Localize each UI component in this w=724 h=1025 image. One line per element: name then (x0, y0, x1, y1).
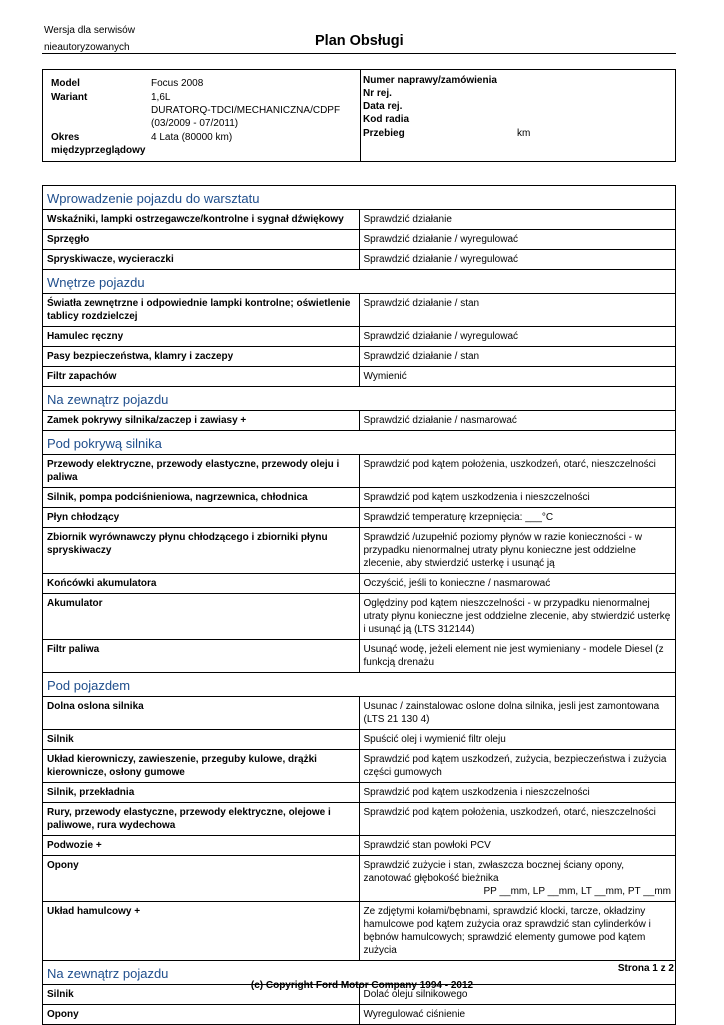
action-cell (359, 856, 676, 902)
variant-label: Wariant (51, 92, 88, 103)
table-row (43, 856, 676, 902)
section-title: Wprowadzenie pojazdu do warsztatu (43, 186, 676, 210)
section-title: Wnętrze pojazdu (43, 270, 676, 294)
action-text: Sprawdzić działanie / nasmarować (363, 415, 517, 426)
action-text: Spuścić olej i wymienić filtr oleju (363, 734, 506, 745)
action-cell (359, 488, 676, 508)
variant-value-line1: 1,6L (151, 92, 171, 103)
action-text: Sprawdzić pod kątem uszkodzenia i nieszczelności (363, 787, 590, 798)
action-cell (359, 367, 676, 387)
table-row (43, 347, 676, 367)
table-row (43, 640, 676, 673)
section-header-row (43, 673, 676, 697)
model-value: Focus 2008 (151, 78, 204, 89)
item-cell: Układ kierowniczy, zawieszenie, przeguby kulowe, drążki kierownicze, osłony gumowe (43, 750, 360, 783)
action-text: Sprawdzić pod kątem uszkodzenia i nieszczelności (363, 492, 590, 503)
table-row (43, 902, 676, 961)
item-cell: Akumulator (43, 594, 360, 640)
vehicle-info-box (42, 69, 676, 162)
table-row (43, 697, 676, 730)
item-cell: Opony (43, 1005, 360, 1025)
action-text: Oczyścić, jeśli to konieczne / nasmarować (363, 578, 551, 589)
action-text: Sprawdzić temperaturę krzepnięcia: ___°C (363, 512, 554, 523)
item-cell: Rury, przewody elastyczne, przewody elektryczne, olejowe i paliwowe, rura wydechowa (43, 803, 360, 836)
item-cell: Przewody elektryczne, przewody elastyczne, przewody oleju i paliwa (43, 455, 360, 488)
item-cell: Światła zewnętrzne i odpowiednie lampki kontrolne; oświetlenie tablicy rozdzielczej (43, 294, 360, 327)
action-text: Sprawdzić działanie / wyregulować (363, 254, 519, 265)
action-text: Oględziny pod kątem nieszczelności - w przypadku nienormalnej utraty płynu konieczne jest oddzielne zlecenie, aby stwierdzić usterkę i usunąć ją (LTS 312144) (363, 598, 671, 635)
action-cell (359, 574, 676, 594)
table-row (43, 750, 676, 783)
action-reference: (LTS 21 130 4) (363, 714, 430, 725)
action-cell (359, 1005, 676, 1025)
mileage-unit: km (517, 128, 531, 139)
item-cell: Sprzęgło (43, 230, 360, 250)
item-cell: Filtr zapachów (43, 367, 360, 387)
table-row (43, 230, 676, 250)
page-number: Strona 1 z 2 (617, 963, 674, 974)
tread-depth-fields: PP __mm, LP __mm, LT __mm, PT __mm (483, 886, 671, 897)
item-cell: Silnik (43, 985, 360, 1005)
table-row (43, 594, 676, 640)
page-title: Plan Obsługi (315, 33, 404, 49)
action-cell (359, 640, 676, 673)
item-cell: Pasy bezpieczeństwa, klamry i zaczepy (43, 347, 360, 367)
action-cell (359, 508, 676, 528)
variant-value-line2: DURATORQ-TDCI/MECHANICZNA/CDPF (151, 105, 341, 116)
table-row (43, 803, 676, 836)
table-row (43, 730, 676, 750)
action-text: Dolać oleju silnikowego (363, 989, 468, 1000)
item-cell: Silnik, pompa podciśnieniowa, nagrzewnica, chłodnica (43, 488, 360, 508)
action-text: Wyregulować ciśnienie (363, 1009, 466, 1020)
action-text: Ze zdjętymi kołami/bębnami, sprawdzić klocki, tarcze, okładziny hamulcowe pod kątem zużycia oraz sprawdzić stan cylinderków i bębnów hamulcowych; sprawdzić elementy gumowe pod kątem zużycia (363, 906, 651, 956)
item-cell: Zamek pokrywy silnika/zaczep i zawiasy + (43, 411, 360, 431)
item-cell: Silnik (43, 730, 360, 750)
action-text: Sprawdzić /uzupełnić poziomy płynów w razie konieczności - w przypadku nienormalnej utraty płynu konieczne jest oddzielne zlecenie, aby stwierdzić usterkę i usunąć ją (363, 532, 642, 569)
action-text: Sprawdzić działanie / stan (363, 298, 480, 309)
version-note (44, 22, 135, 56)
table-row (43, 1005, 676, 1025)
section-header-row (43, 186, 676, 210)
table-row (43, 836, 676, 856)
table-row (43, 455, 676, 488)
action-text: Sprawdzić działanie / stan (363, 351, 480, 362)
item-cell: Końcówki akumulatora (43, 574, 360, 594)
action-cell (359, 411, 676, 431)
action-text: Sprawdzić stan powłoki PCV (363, 840, 491, 851)
action-text: Sprawdzić pod kątem położenia, uszkodzeń, otarć, nieszczelności (363, 807, 656, 818)
action-text: Sprawdzić zużycie i stan, zwłaszcza bocznej ściany opony, zanotować głębokość bieżnika (363, 860, 624, 884)
item-cell: Spryskiwacze, wycieraczki (43, 250, 360, 270)
section-title: Pod pokrywą silnika (43, 431, 676, 455)
action-text: Wymienić (363, 371, 407, 382)
action-cell (359, 783, 676, 803)
table-row (43, 488, 676, 508)
item-cell: Hamulec ręczny (43, 327, 360, 347)
info-box-divider (360, 70, 361, 161)
action-cell (359, 210, 676, 230)
header-divider (42, 53, 676, 54)
item-cell: Silnik, przekładnia (43, 783, 360, 803)
copyright-notice: (c) Copyright Ford Motor Company 1994 - 2012 (250, 980, 474, 991)
variant-value-line3: (03/2009 - 07/2011) (151, 118, 239, 129)
radio-code-label: Kod radia (363, 114, 410, 125)
model-label: Model (51, 78, 80, 89)
version-note-line1: Wersja dla serwisów (44, 25, 135, 36)
action-text: Sprawdzić działanie (363, 214, 452, 225)
action-cell (359, 327, 676, 347)
section-title: Na zewnątrz pojazdu (43, 961, 676, 985)
table-row (43, 574, 676, 594)
action-cell (359, 347, 676, 367)
table-row (43, 294, 676, 327)
service-plan-table (42, 185, 676, 1025)
section-header-row (43, 270, 676, 294)
action-cell (359, 750, 676, 783)
table-row (43, 327, 676, 347)
action-text: Sprawdzić działanie / wyregulować (363, 331, 519, 342)
action-cell (359, 803, 676, 836)
action-cell (359, 250, 676, 270)
item-cell: Dolna oslona silnika (43, 697, 360, 730)
action-cell (359, 594, 676, 640)
table-row (43, 411, 676, 431)
action-text: Sprawdzić pod kątem położenia, uszkodzeń, otarć, nieszczelności (363, 459, 656, 470)
registration-date-label: Data rej. (363, 101, 403, 112)
item-cell: Płyn chłodzący (43, 508, 360, 528)
table-row (43, 508, 676, 528)
version-note-line2: nieautoryzowanych (44, 42, 130, 53)
action-cell (359, 230, 676, 250)
item-cell: Opony (43, 856, 360, 902)
action-text: Sprawdzić pod kątem uszkodzeń, zużycia, bezpieczeństwa i zużycia części gumowych (363, 754, 667, 778)
table-row (43, 783, 676, 803)
section-header-row (43, 387, 676, 411)
table-row (43, 210, 676, 230)
action-cell (359, 294, 676, 327)
action-cell (359, 730, 676, 750)
action-text: Usunąć wodę, jeżeli element nie jest wymieniany - modele Diesel (z funkcją drenażu (363, 644, 664, 668)
order-number-label: Numer naprawy/zamówienia (363, 75, 497, 86)
action-text: Usunac / zainstalowac oslone dolna silnika, jesli jest zamontowana (363, 701, 660, 712)
action-cell (359, 697, 676, 730)
registration-label: Nr rej. (363, 88, 392, 99)
item-cell: Filtr paliwa (43, 640, 360, 673)
section-title: Na zewnątrz pojazdu (43, 387, 676, 411)
table-row (43, 528, 676, 574)
section-header-row (43, 431, 676, 455)
item-cell: Podwozie + (43, 836, 360, 856)
mileage-label: Przebieg (363, 128, 405, 139)
action-cell (359, 455, 676, 488)
item-cell: Układ hamulcowy + (43, 902, 360, 961)
action-cell (359, 528, 676, 574)
section-title: Pod pojazdem (43, 673, 676, 697)
table-row (43, 250, 676, 270)
action-cell (359, 902, 676, 961)
action-text: Sprawdzić działanie / wyregulować (363, 234, 519, 245)
item-cell: Zbiornik wyrównawczy płynu chłodzącego i zbiorniki płynu spryskiwaczy (43, 528, 360, 574)
table-row (43, 367, 676, 387)
interval-label-line2: międzyprzeglądowy (51, 145, 146, 156)
interval-value: 4 Lata (80000 km) (151, 132, 233, 143)
interval-label-line1: Okres (51, 132, 80, 143)
action-cell (359, 836, 676, 856)
item-cell: Wskaźniki, lampki ostrzegawcze/kontrolne i sygnał dźwiękowy (43, 210, 360, 230)
